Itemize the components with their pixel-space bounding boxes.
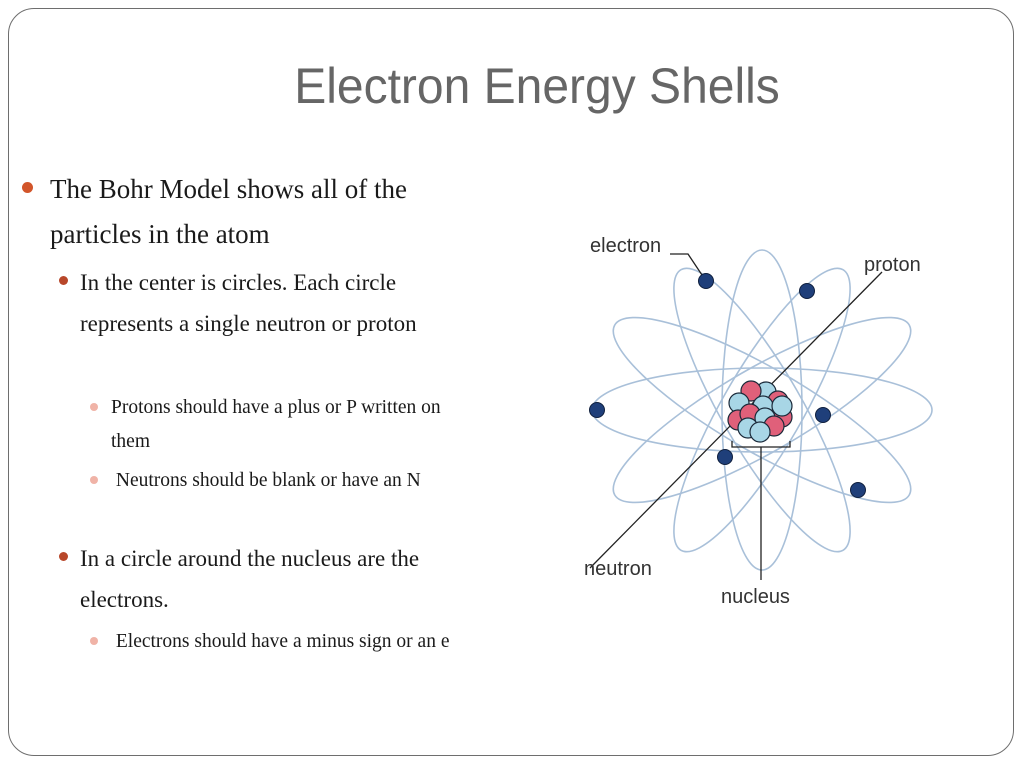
electron-particle (851, 483, 866, 498)
bullet-item-level-2 (80, 262, 470, 344)
label-nucleus: nucleus (721, 586, 790, 608)
bullet-text: In the center is circles. Each circle represents a single neutron or proton (80, 270, 417, 336)
neutron-particle (772, 396, 792, 416)
nucleus (728, 381, 792, 442)
bullet-text: In a circle around the nucleus are the electrons. (80, 546, 420, 612)
bullet-icon (22, 182, 33, 193)
electrons (590, 274, 866, 498)
neutron-particle (750, 422, 770, 442)
bullet-text: Neutrons should be blank or have an N (111, 470, 421, 491)
bullet-icon (59, 552, 68, 561)
electron-particle (718, 450, 733, 465)
bullet-icon (90, 403, 98, 411)
bullet-text: The Bohr Model shows all of the particles in the atom (50, 174, 407, 249)
electron-pointer-line (670, 254, 704, 278)
electron-particle (800, 284, 815, 299)
electron-particle (816, 408, 831, 423)
bullet-item-level-1 (50, 167, 470, 257)
bullet-icon (90, 476, 98, 484)
label-electron: electron (590, 235, 662, 257)
electron-particle (590, 403, 605, 418)
bohr-atom-illustration (570, 220, 960, 620)
bullet-item-level-3 (111, 625, 481, 659)
bullet-text: Protons should have a plus or P written on them (111, 397, 441, 452)
bullet-text: Electrons should have a minus sign or an e (111, 631, 450, 652)
bullet-item-level-3 (111, 464, 481, 498)
label-proton: proton (864, 254, 921, 276)
bullet-icon (90, 637, 98, 645)
bullet-item-level-3 (111, 391, 481, 459)
label-neutron: neutron (584, 558, 652, 580)
bullet-item-level-2 (80, 538, 470, 620)
bullet-icon (59, 276, 68, 285)
electron-particle (699, 274, 714, 289)
slide-title: Electron Energy Shells (294, 58, 780, 114)
bohr-atom-diagram (570, 220, 960, 620)
